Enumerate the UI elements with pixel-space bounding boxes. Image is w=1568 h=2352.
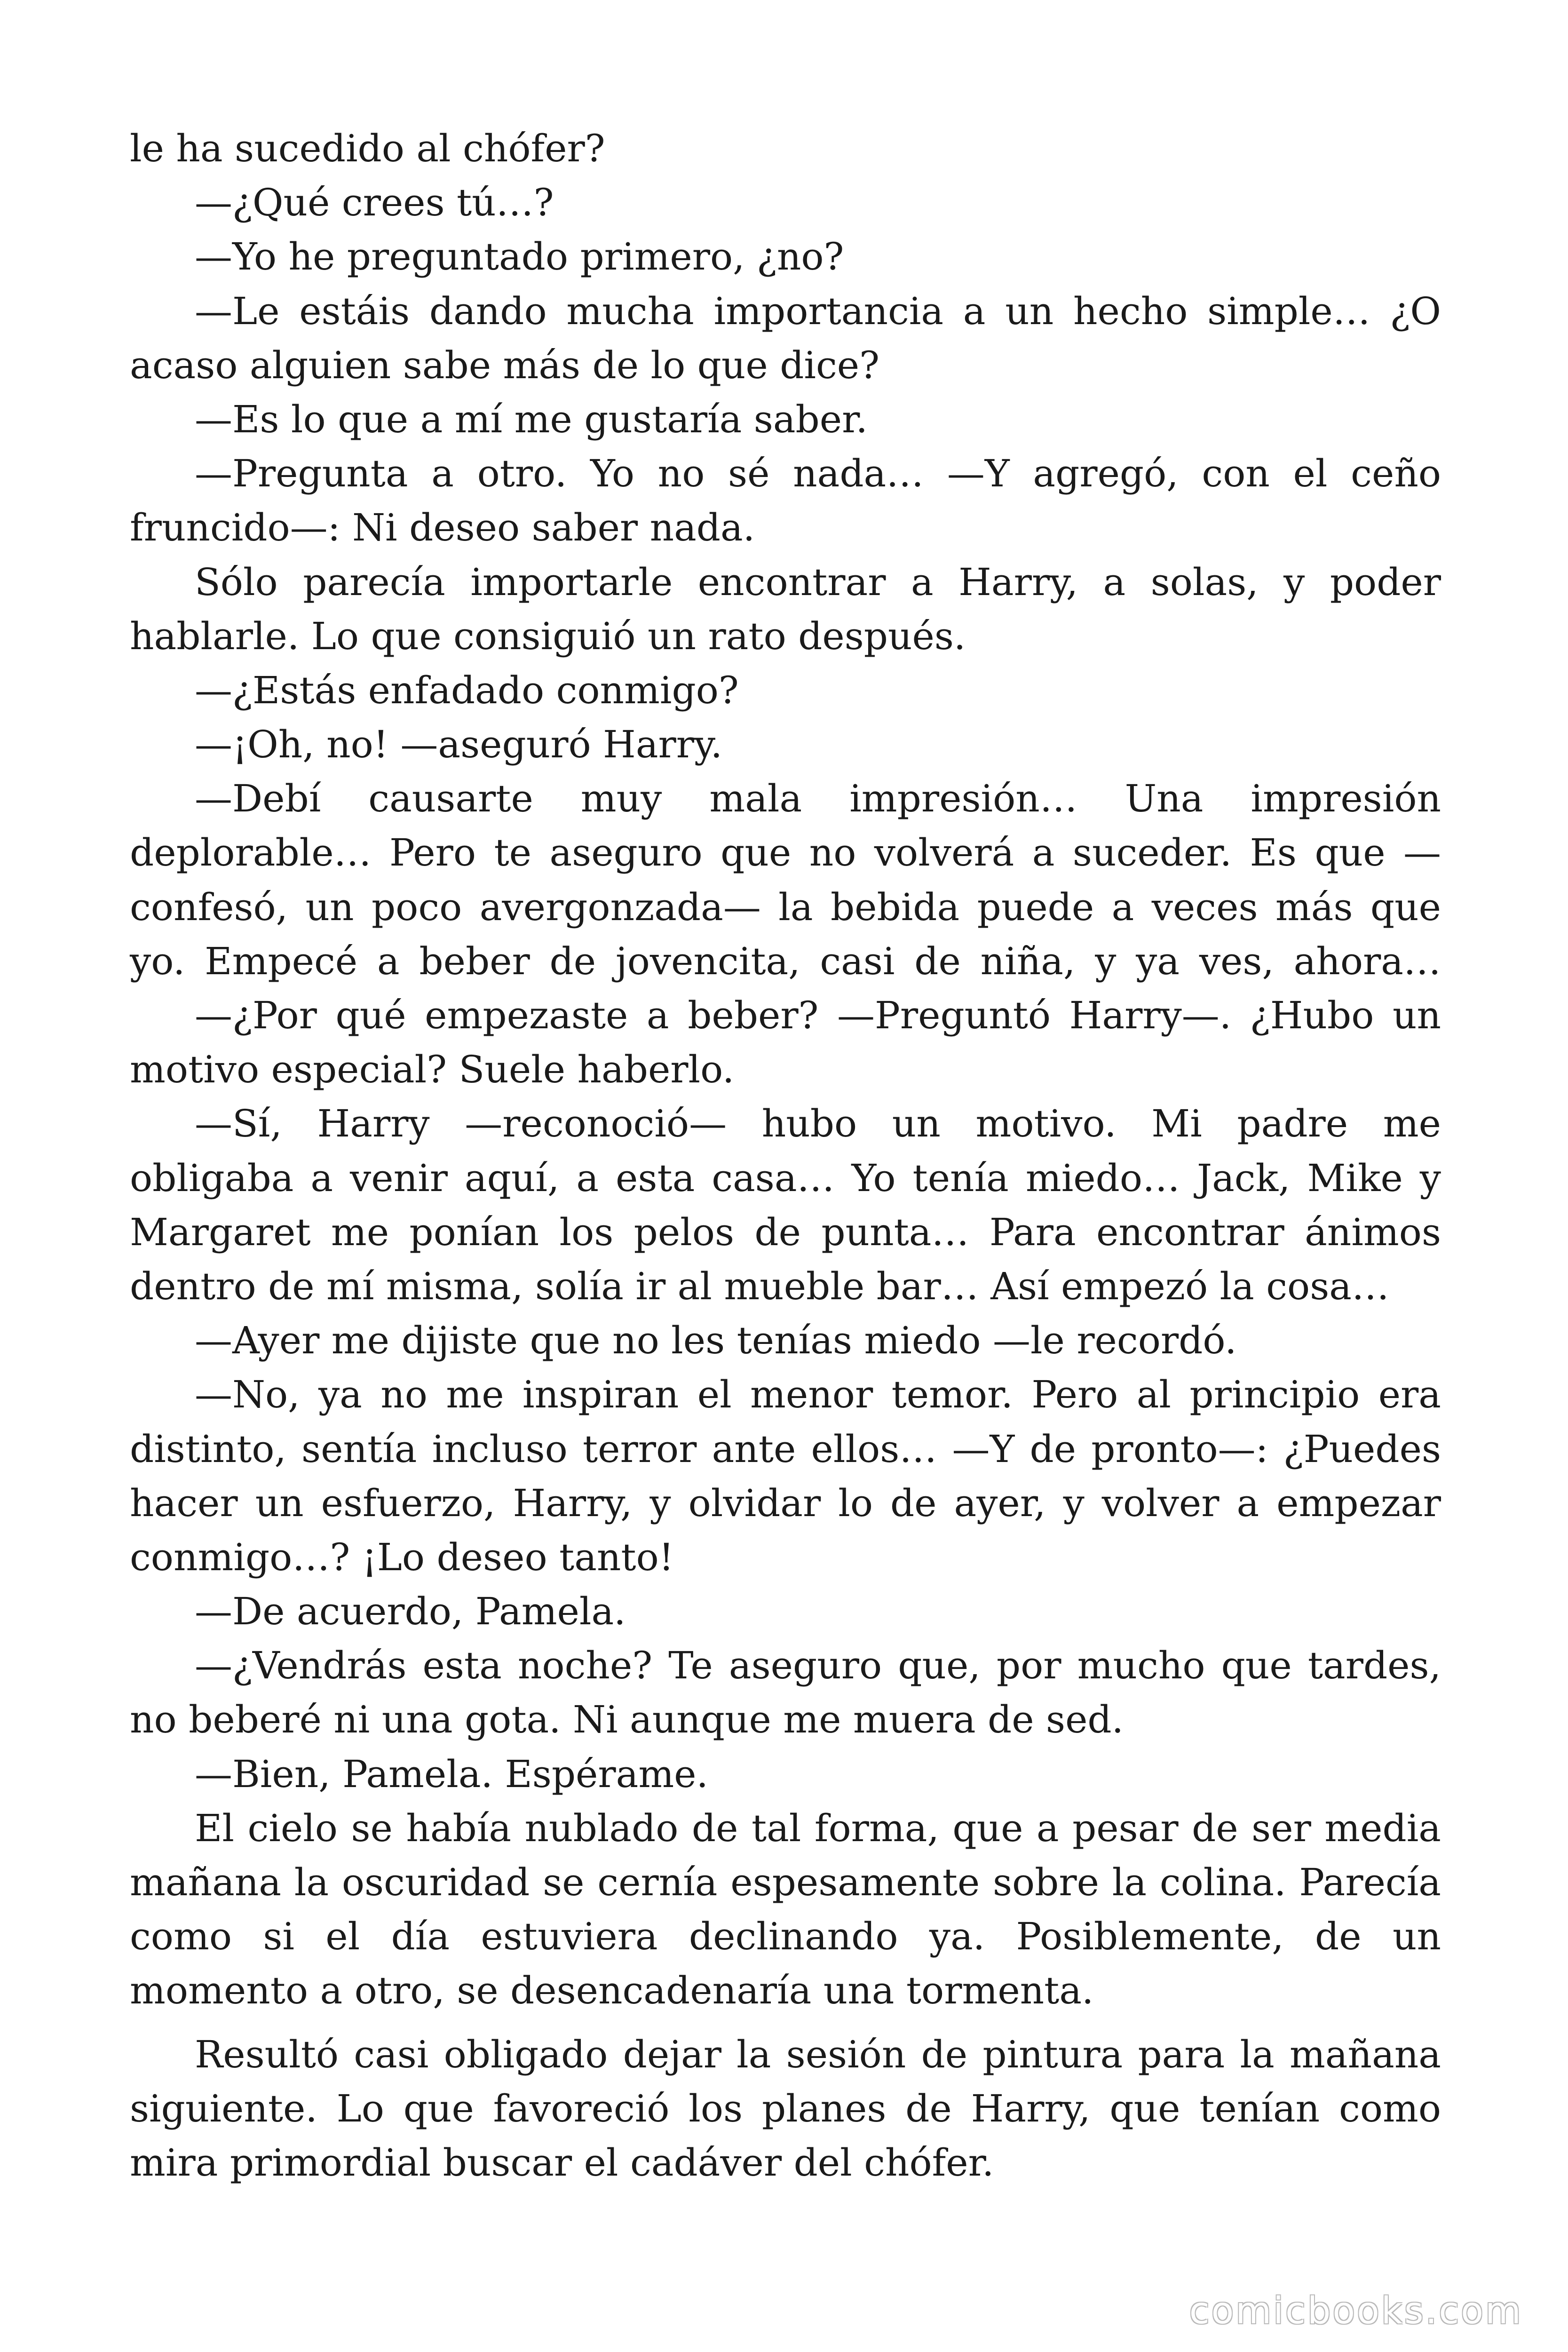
text-line: —Bien, Pamela. Espérame.	[195, 1752, 708, 1796]
text-line: acaso alguien sabe más de lo que dice?	[130, 343, 880, 387]
text-line: obligaba a venir aquí, a esta casa… Yo tenía miedo… Jack, Mike y	[130, 1156, 1441, 1200]
text-line: —Le estáis dando mucha importancia a un hecho simple… ¿O	[195, 289, 1441, 333]
text-line: le ha sucedido al chófer?	[130, 127, 605, 170]
text-line: El cielo se había nublado de tal forma, que a pesar de ser media	[195, 1806, 1441, 1850]
text-line: —¿Estás enfadado conmigo?	[195, 668, 739, 712]
text-line: momento a otro, se desencadenaría una tormenta.	[130, 1969, 1094, 2013]
text-line: confesó, un poco avergonzada— la bebida puede a veces más que	[130, 885, 1441, 929]
text-line: —Yo he preguntado primero, ¿no?	[195, 235, 844, 279]
text-line: —Ayer me dijiste que no les tenías miedo —le recordó.	[195, 1319, 1237, 1363]
text-line: siguiente. Lo que favoreció los planes de Harry, que tenían como	[130, 2086, 1441, 2130]
text-line: hablarle. Lo que consiguió un rato después.	[130, 614, 966, 658]
text-line: —¿Qué crees tú…?	[195, 181, 554, 225]
text-line: —¿Por qué empezaste a beber? —Preguntó Harry—. ¿Hubo un	[195, 993, 1441, 1037]
text-line: deplorable… Pero te aseguro que no volverá a suceder. Es que —	[130, 831, 1441, 875]
text-line: mañana la oscuridad se cernía espesamente sobre la colina. Parecía	[130, 1860, 1441, 1904]
text-line: como si el día estuviera declinando ya. Posiblemente, de un	[130, 1915, 1441, 1959]
paragraph-gap	[130, 2018, 1441, 2027]
text-line: —¿Vendrás esta noche? Te aseguro que, por mucho que tardes,	[195, 1644, 1441, 1688]
text-line: conmigo…? ¡Lo deseo tanto!	[130, 1535, 674, 1579]
text-line: Sólo parecía importarle encontrar a Harry, a solas, y poder	[195, 560, 1441, 604]
text-line: distinto, sentía incluso terror ante ellos… —Y de pronto—: ¿Puedes	[130, 1427, 1441, 1471]
text-line: dentro de mí misma, solía ir al mueble bar… Así empezó la cosa…	[130, 1264, 1389, 1308]
text-line: —Debí causarte muy mala impresión… Una impresión	[195, 777, 1441, 821]
site-watermark: comicbooks.com	[1189, 2290, 1523, 2332]
text-line: fruncido—: Ni deseo saber nada.	[130, 506, 755, 550]
text-line: —No, ya no me inspiran el menor temor. Pero al principio era	[195, 1373, 1441, 1417]
text-line: —Es lo que a mí me gustaría saber.	[195, 397, 868, 441]
text-line: —Sí, Harry —reconoció— hubo un motivo. Mi padre me	[195, 1102, 1441, 1146]
text-line: —De acuerdo, Pamela.	[195, 1589, 626, 1634]
text-line: —Pregunta a otro. Yo no sé nada… —Y agregó, con el ceño	[195, 452, 1441, 496]
text-line: mira primordial buscar el cadáver del chófer.	[130, 2140, 994, 2185]
text-line: —¡Oh, no! —aseguró Harry.	[195, 723, 722, 767]
text-line: Resultó casi obligado dejar la sesión de pintura para la mañana	[195, 2032, 1441, 2076]
text-line: motivo especial? Suele haberlo.	[130, 1048, 735, 1092]
book-page-text	[130, 121, 1441, 2190]
text-line: Margaret me ponían los pelos de punta… Para encontrar ánimos	[130, 1210, 1441, 1254]
text-line: hacer un esfuerzo, Harry, y olvidar lo de ayer, y volver a empezar	[130, 1481, 1441, 1525]
text-line: no beberé ni una gota. Ni aunque me muera de sed.	[130, 1698, 1124, 1742]
text-line: yo. Empecé a beber de jovencita, casi de niña, y ya ves, ahora…	[130, 939, 1441, 983]
